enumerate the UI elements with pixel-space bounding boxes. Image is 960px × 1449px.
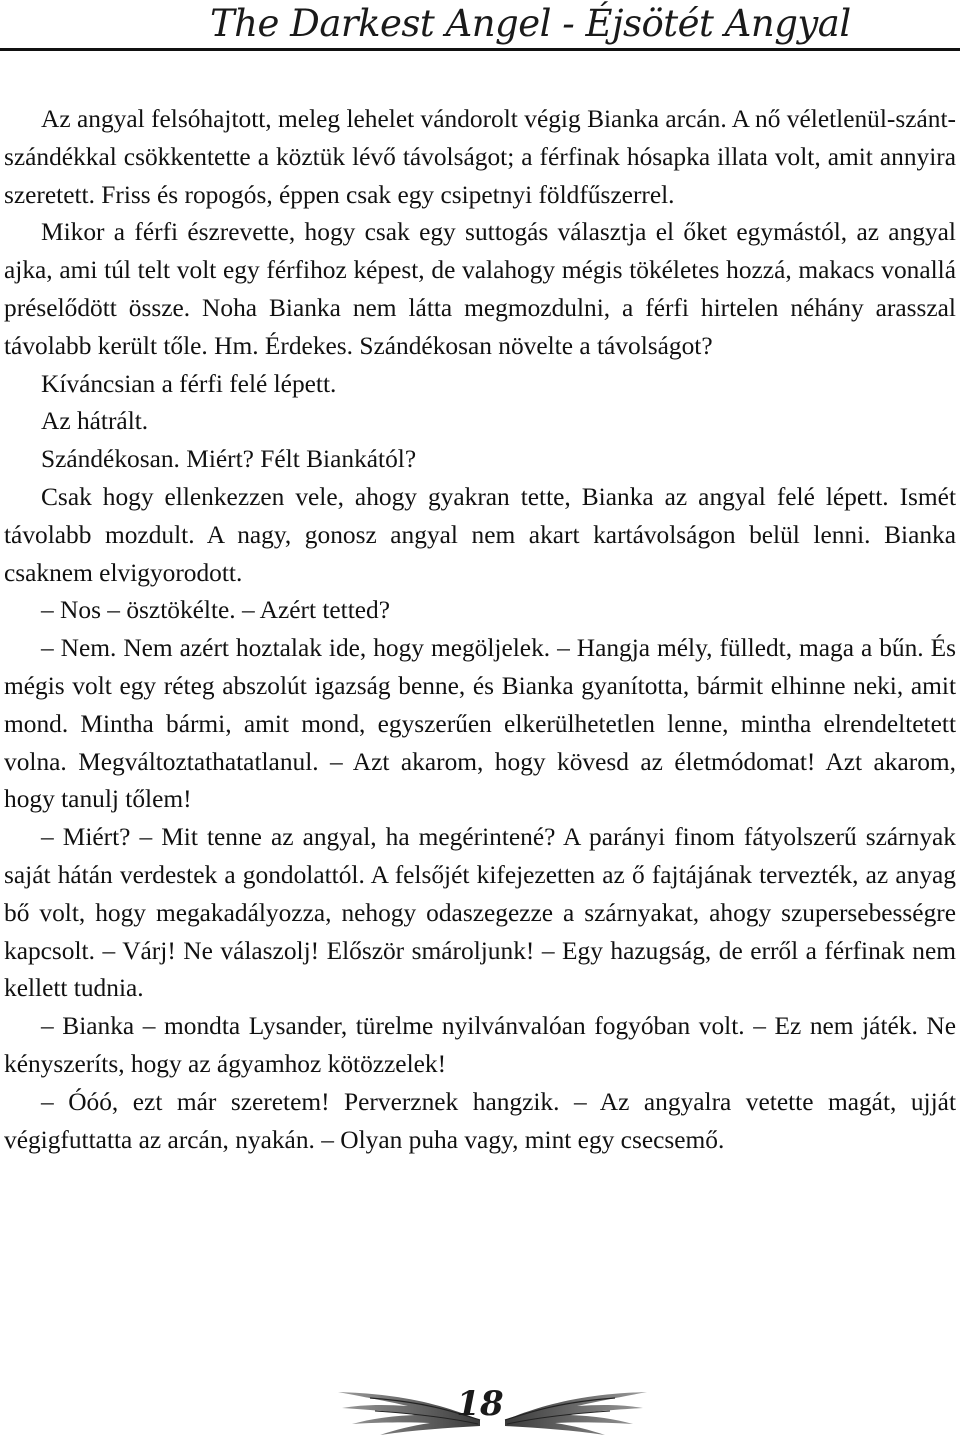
paragraph: – Nos – ösztökélte. – Azért tetted? — [41, 596, 391, 625]
paragraph: Csak hogy ellenkezzen vele, ahogy gyakran tette, Bianka az angyal felé lépett. Ismét távolabb mozdult. A nagy, gonosz angyal nem akart kartávolságon belül lenni. Bianka csaknem elvigyorodott. — [4, 482, 956, 587]
page-header — [0, 0, 960, 52]
paragraph: – Óóó, ezt már szeretem! Perverznek hangzik. – Az angyalra vetette magát, ujját végigfuttatta az arcán, nyakán. – Olyan puha vagy, mint egy csecsemő. — [4, 1087, 956, 1154]
right-wing-icon — [500, 1378, 655, 1438]
paragraph: Az hátrált. — [41, 407, 149, 436]
paragraph: – Bianka – mondta Lysander, türelme nyilvánvalóan fogyóban volt. – Ez nem játék. Ne kényszeríts, hogy az ágyamhoz kötözzelek! — [4, 1012, 956, 1078]
paragraph: – Nem. Nem azért hoztalak ide, hogy megöljelek. – Hangja mély, fülledt, maga a bűn. És mégis volt egy réteg abszolút igazság benne, és Bianka gyanította, bármit elhinne neki, amit mond. Mintha bármi, amit mond, egyszerűen elkerülhetetlen lenne, mintha elrendeltetett volna. Megváltoztathatatlanul. – Azt akarom, hogy kövesd az életmódomat! Azt akarom, hogy tanulj tőlem! — [4, 634, 956, 814]
running-title: The Darkest Angel - Éjsötét Angyal — [210, 2, 851, 45]
body-text — [4, 101, 956, 1159]
paragraph: Mikor a férfi észrevette, hogy csak egy suttogás választja el őket egymástól, az angyal ajka, ami túl telt volt egy férfihoz képest, de valahogy mégis tökéletes hozzá, makacs vonallá préselődött össze. Noha Bianka nem látta megmozdulni, a férfi hirtelen néhány arasszal távolabb került tőle. Hm. Érdekes. Szándékosan növelte a távolságot? — [4, 218, 956, 360]
page-footer — [0, 1370, 960, 1449]
paragraph: Kíváncsian a férfi felé lépett. — [41, 369, 337, 398]
paragraph: Az angyal felsóhajtott, meleg lehelet vándorolt végig Bianka arcán. A nő véletlenül-szánt-szándékkal csökkentette a köztük lévő távolságot; a férfinak hósapka illata volt, amit annyira szeretett. Friss és ropogós, éppen csak egy csipetnyi földfűszerrel. — [4, 105, 956, 209]
paragraph: Szándékosan. Miért? Félt Biankától? — [41, 445, 417, 474]
header-rule — [0, 48, 960, 51]
paragraph: – Miért? – Mit tenne az angyal, ha megérintené? A parányi finom fátyolszerű szárnyak saját hátán verdestek a gondolattól. A felsőjét kifejezetten az ő fajtájának tervezték, az anyag bő volt, hogy megakadályozza, nehogy odaszegezze a szárnyakat, ahogy szupersebességre kapcsolt. – Várj! Ne válaszolj! Először smároljunk! – Egy hazugság, de erről a férfinak nem kellett tudnia. — [4, 823, 956, 1003]
page-number: 18 — [456, 1384, 504, 1424]
